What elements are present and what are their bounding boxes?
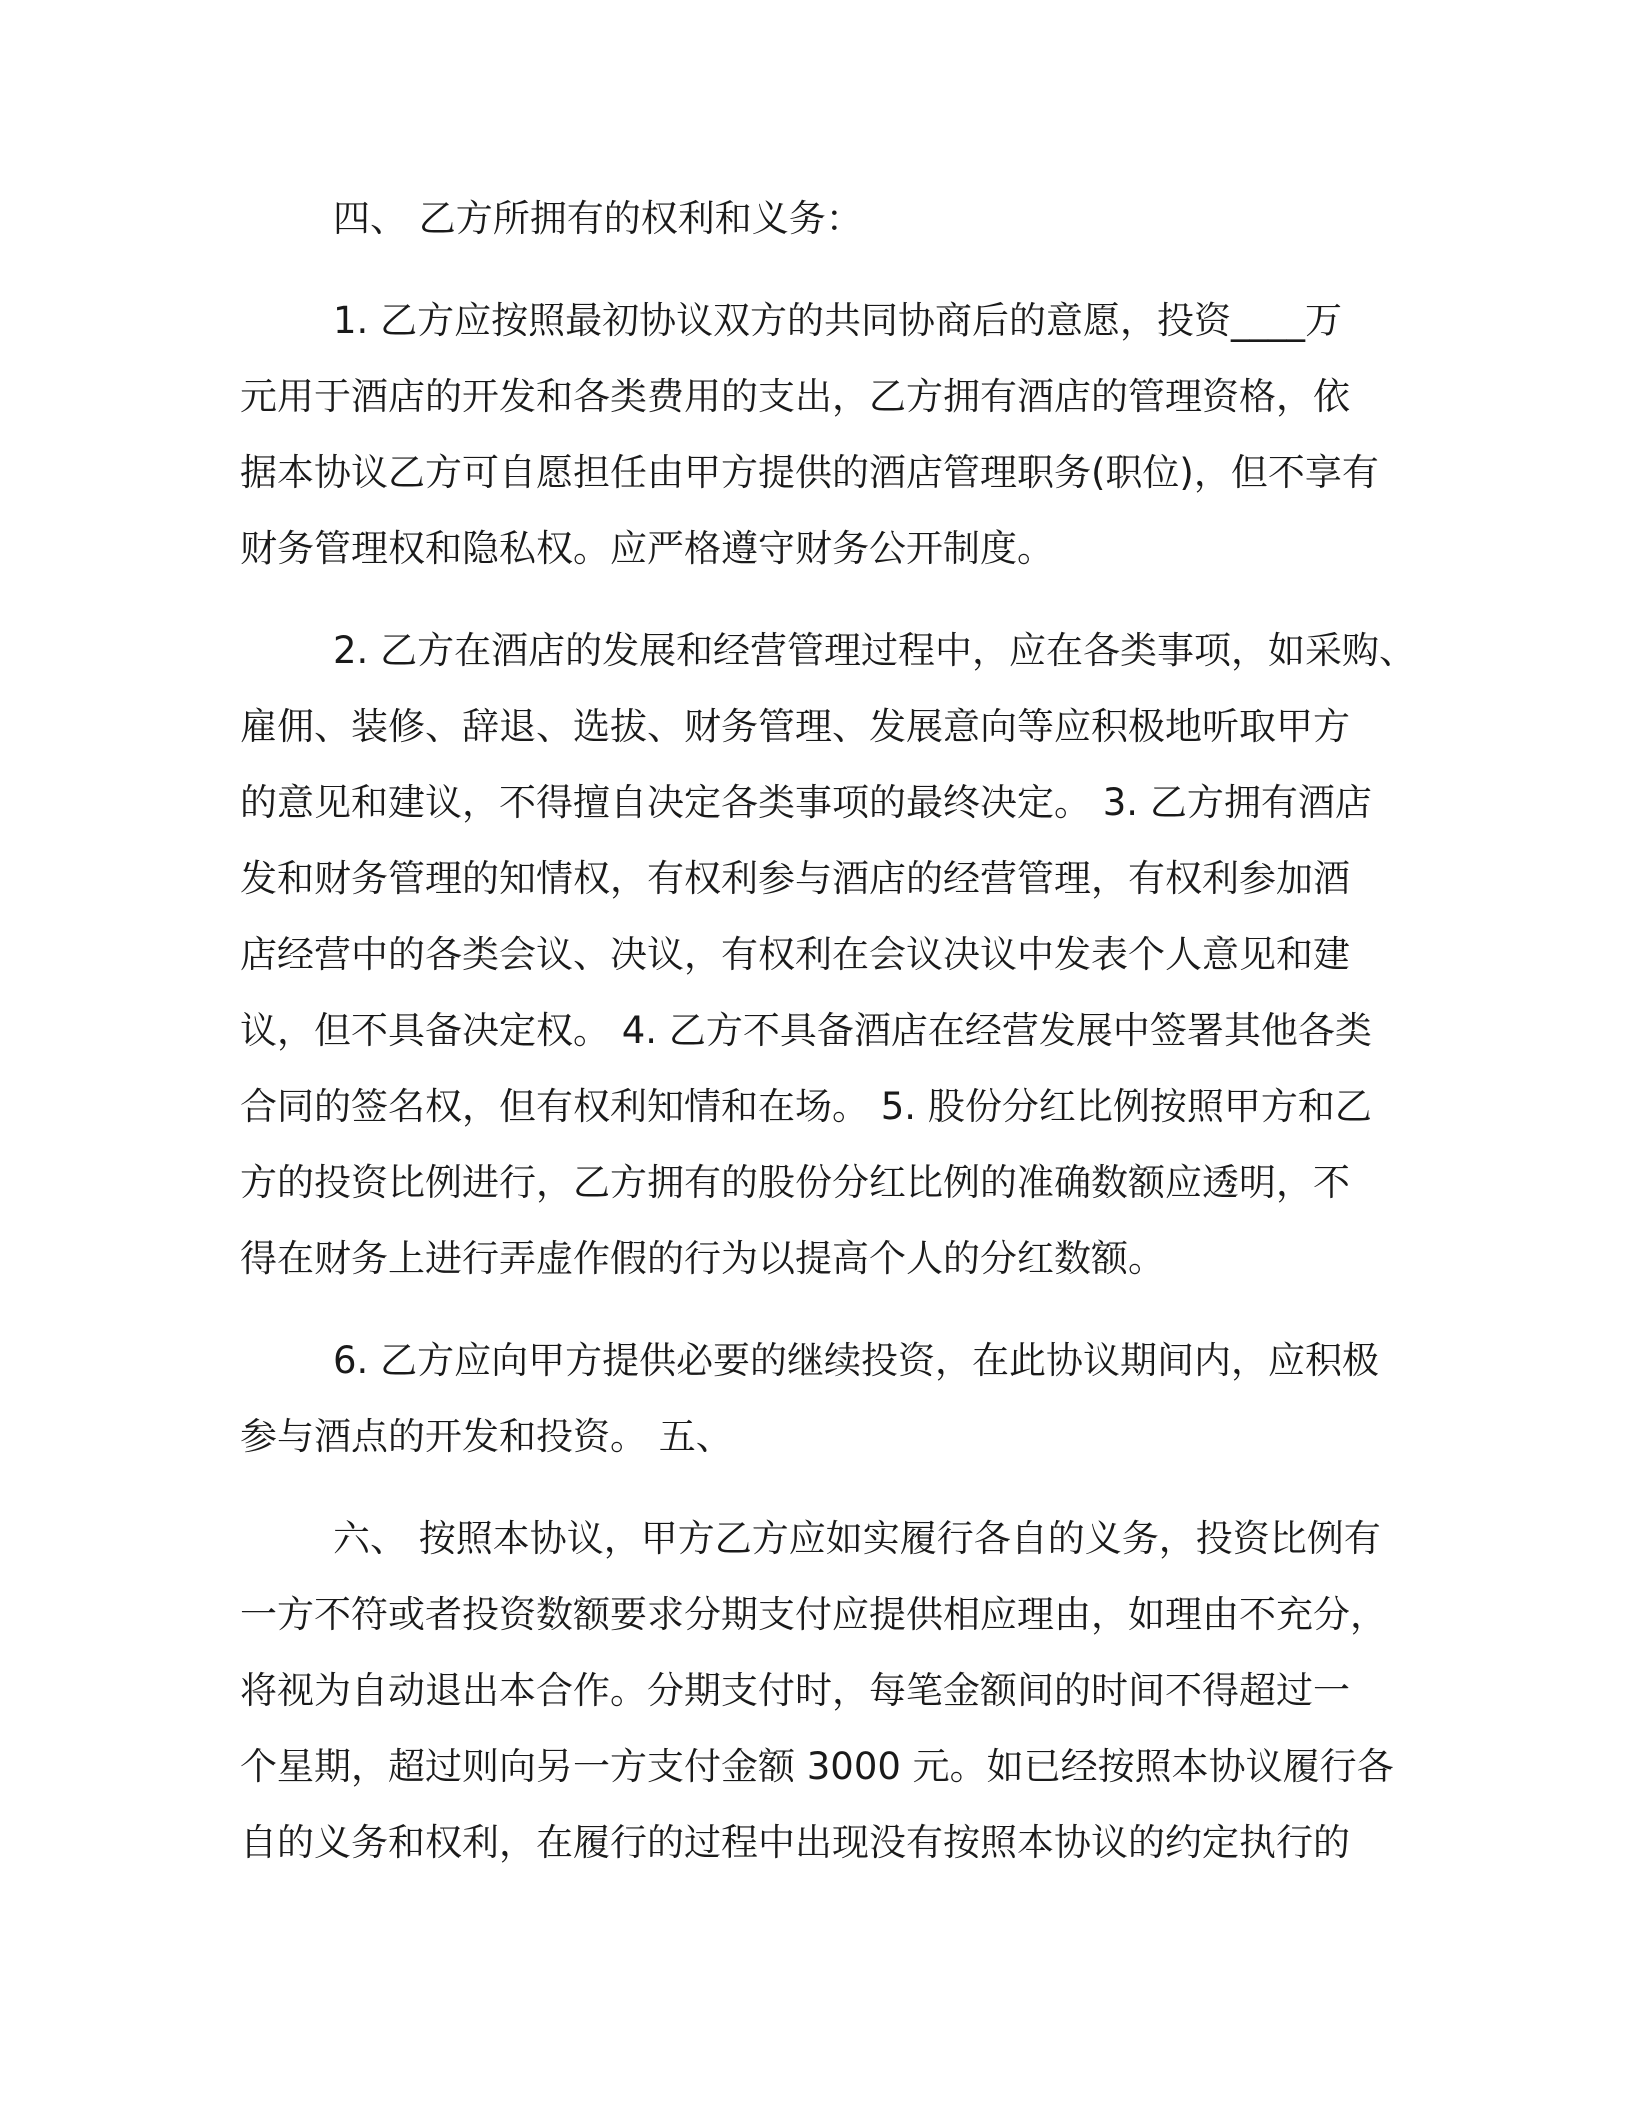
text-line: 店经营中的各类会议、决议，有权利在会议决议中发表个人意见和建 bbox=[240, 933, 1350, 976]
section-heading-six: 六、 按照本协议，甲方乙方应如实履行各自的义务，投资比例有 bbox=[333, 1517, 1381, 1560]
text-line: 元用于酒店的开发和各类费用的支出，乙方拥有酒店的管理资格，依 bbox=[240, 375, 1350, 418]
text-line: 财务管理权和隐私权。应严格遵守财务公开制度。 bbox=[240, 527, 1054, 570]
text-line: 自的义务和权利，在履行的过程中出现没有按照本协议的约定执行的 bbox=[240, 1821, 1350, 1864]
text-line: 参与酒点的开发和投资。 五、 bbox=[240, 1415, 733, 1458]
text-line: 据本协议乙方可自愿担任由甲方提供的酒店管理职务(职位)，但不享有 bbox=[240, 451, 1379, 494]
text-line: 2. 乙方在酒店的发展和经营管理过程中，应在各类事项，如采购、 bbox=[333, 629, 1417, 672]
text-line: 雇佣、装修、辞退、选拔、财务管理、发展意向等应积极地听取甲方 bbox=[240, 705, 1350, 748]
text-line: 一方不符或者投资数额要求分期支付应提供相应理由，如理由不充分， bbox=[240, 1593, 1387, 1636]
text-line: 的意见和建议，不得擅自决定各类事项的最终决定。 3. 乙方拥有酒店 bbox=[240, 781, 1372, 824]
text-line: 方的投资比例进行，乙方拥有的股份分红比例的准确数额应透明，不 bbox=[240, 1161, 1350, 1204]
section-heading-four: 四、 乙方所拥有的权利和义务： bbox=[333, 197, 863, 240]
text-line: 议，但不具备决定权。 4. 乙方不具备酒店在经营发展中签署其他各类 bbox=[240, 1009, 1372, 1052]
text-line: 得在财务上进行弄虚作假的行为以提高个人的分红数额。 bbox=[240, 1237, 1165, 1280]
text-line: 将视为自动退出本合作。分期支付时，每笔金额间的时间不得超过一 bbox=[240, 1669, 1350, 1712]
text-line: 合同的签名权，但有权利知情和在场。 5. 股份分红比例按照甲方和乙 bbox=[240, 1085, 1372, 1128]
text-line: 6. 乙方应向甲方提供必要的继续投资，在此协议期间内，应积极 bbox=[333, 1339, 1380, 1382]
text-line: 个星期，超过则向另一方支付金额 3000 元。如已经按照本协议履行各 bbox=[240, 1745, 1394, 1788]
text-line: 发和财务管理的知情权，有权利参与酒店的经营管理，有权利参加酒 bbox=[240, 857, 1350, 900]
text-line: 1. 乙方应按照最初协议双方的共同协商后的意愿，投资____万 bbox=[333, 299, 1343, 342]
